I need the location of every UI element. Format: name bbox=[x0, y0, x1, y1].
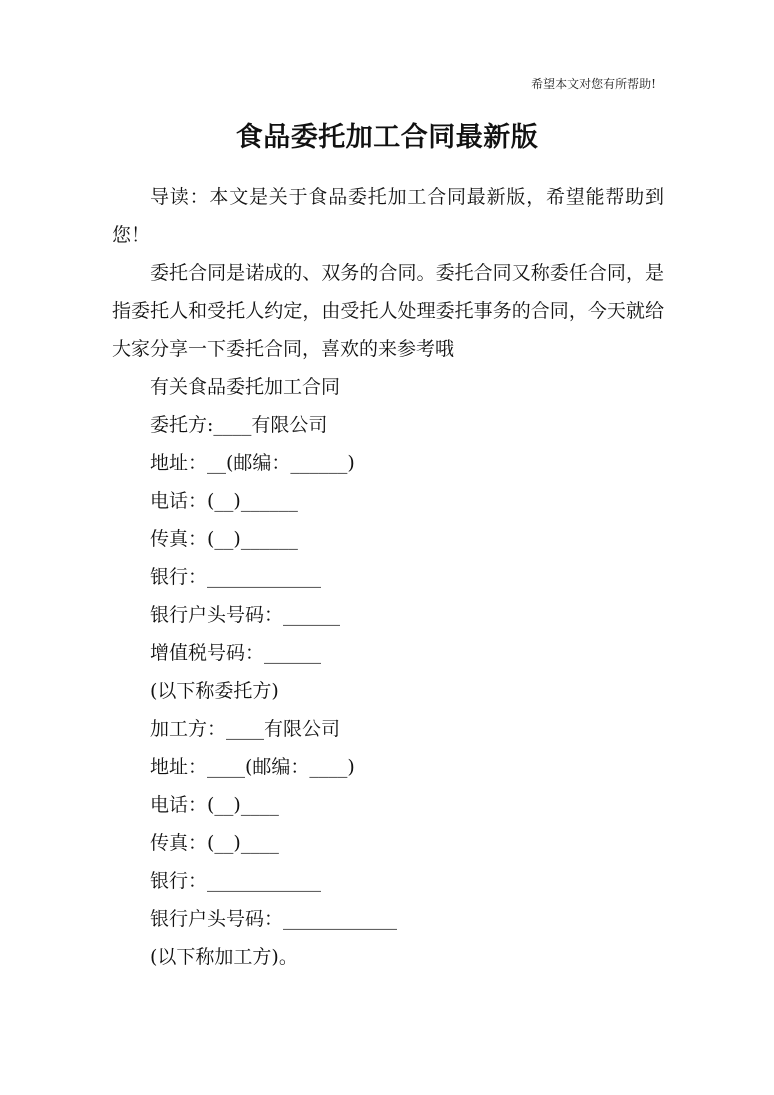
document-body bbox=[112, 178, 664, 976]
processor-address-line: 地址：____(邮编：____) bbox=[150, 756, 355, 778]
contract-heading: 有关食品委托加工合同 bbox=[150, 376, 341, 398]
client-address-line: 地址：__(邮编：______) bbox=[150, 452, 355, 474]
processor-bank-line: 银行：____________ bbox=[150, 870, 322, 892]
header-note: 希望本文对您有所帮助! bbox=[531, 77, 656, 91]
processor-account-line: 银行户头号码：____________ bbox=[150, 908, 398, 930]
processor-fax-line: 传真：(__)____ bbox=[150, 832, 279, 854]
client-phone-line: 电话：(__)______ bbox=[150, 490, 298, 512]
processor-name-line: 加工方：____有限公司 bbox=[150, 718, 341, 740]
client-name-line: 委托方:____有限公司 bbox=[150, 414, 328, 436]
description-paragraph: 委托合同是诺成的、双务的合同。委托合同又称委任合同，是指委托人和受托人约定，由受托人处理委托事务的合同，今天就给大家分享一下委托合同，喜欢的来参考哦 bbox=[112, 262, 664, 360]
processor-phone-line: 电话：(__)____ bbox=[150, 794, 279, 816]
client-bank-line: 银行：____________ bbox=[150, 566, 322, 588]
processor-designation-line: (以下称加工方)。 bbox=[150, 946, 298, 968]
client-account-line: 银行户头号码：______ bbox=[150, 604, 341, 626]
intro-paragraph: 导读：本文是关于食品委托加工合同最新版，希望能帮助到您！ bbox=[112, 186, 664, 246]
client-designation-line: (以下称委托方) bbox=[150, 680, 279, 702]
client-fax-line: 传真：(__)______ bbox=[150, 528, 298, 550]
client-tax-number-line: 增值税号码：______ bbox=[150, 642, 322, 664]
document-title: 食品委托加工合同最新版 bbox=[235, 122, 539, 153]
